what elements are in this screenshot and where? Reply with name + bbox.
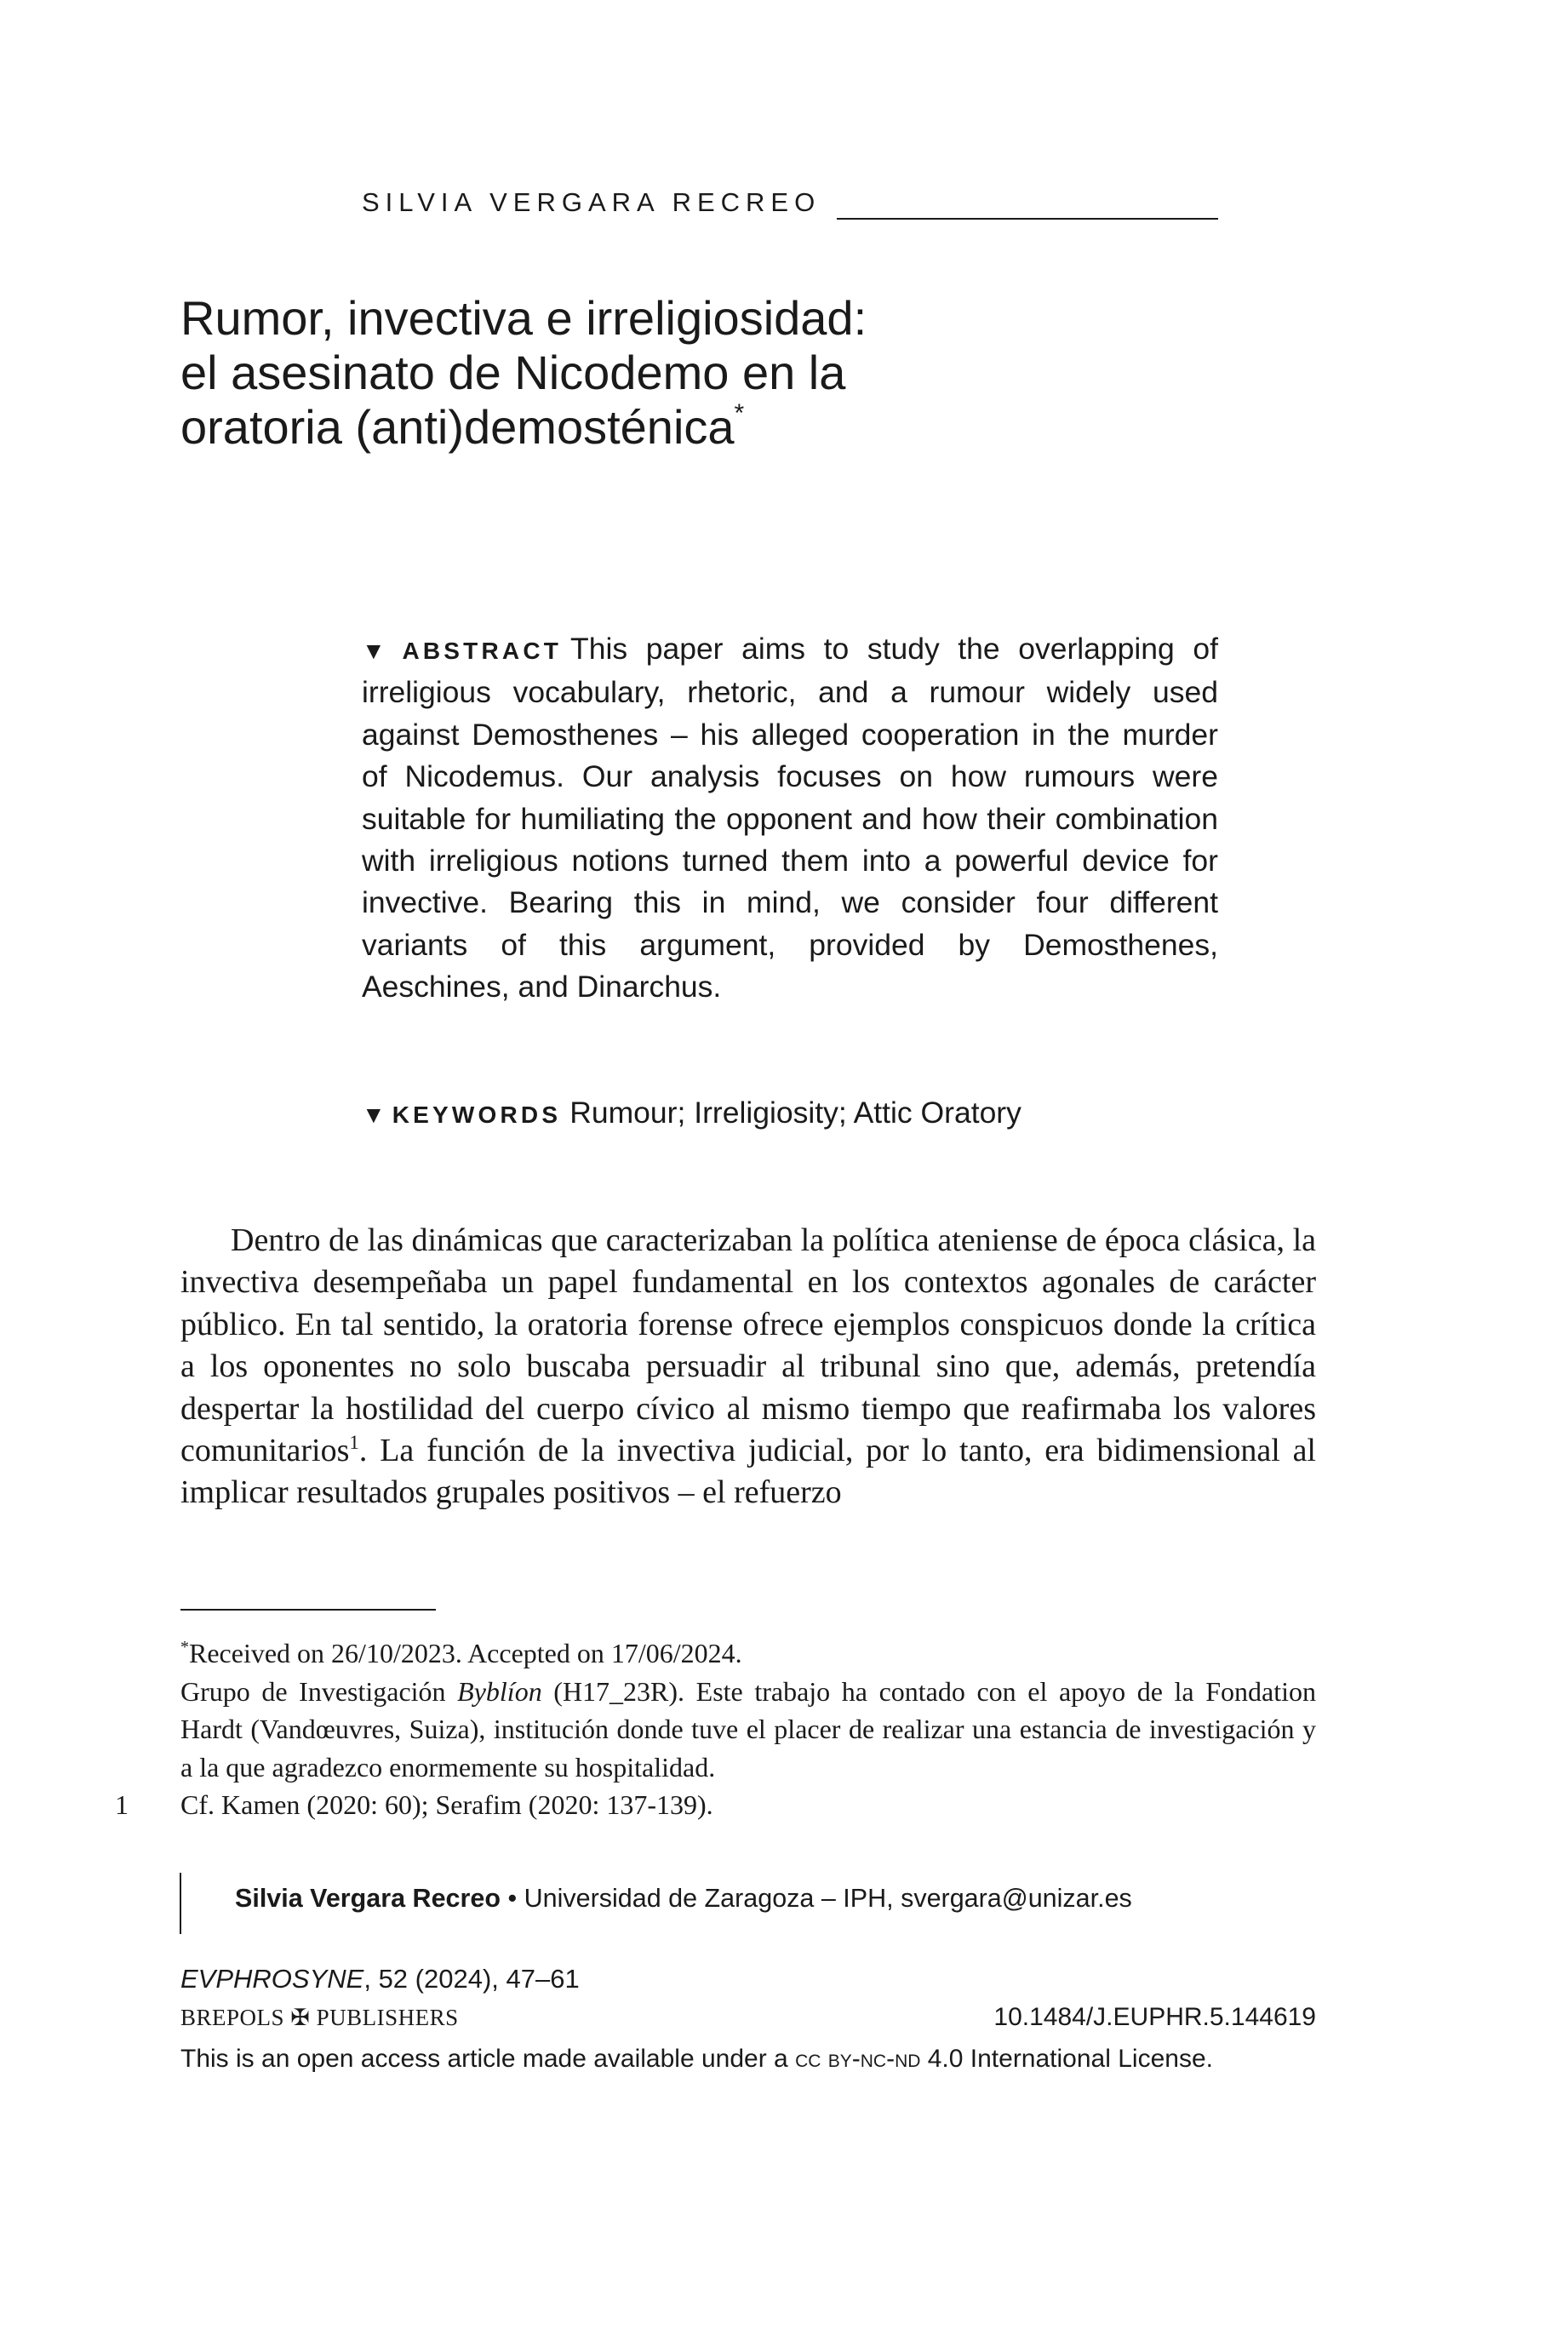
footnotes: [115, 1634, 1317, 1824]
title-line-3: [180, 400, 1287, 455]
license-code[interactable]: cc by-nc-nd: [795, 2045, 921, 2073]
affiliation-details[interactable]: Universidad de Zaragoza – IPH, svergara@unizar.es: [524, 1884, 1132, 1913]
abstract-triangle-icon: ▼: [362, 638, 396, 664]
author-affiliation: [235, 1884, 1132, 1914]
affiliation-author-name: Silvia Vergara Recreo: [235, 1884, 501, 1913]
keywords-label: KEYWORDS: [392, 1102, 562, 1128]
footnote-1: [115, 1786, 1316, 1824]
body-paragraph: [180, 1220, 1316, 1514]
body-paragraph-part-2: . La función de la invectiva judicial, por lo tanto, era bidimensional al implicar resultados grupales positivos – el refuerzo: [180, 1433, 1316, 1511]
footnote-1-number: 1: [115, 1789, 129, 1820]
footnote-group: [180, 1673, 1316, 1787]
affiliation-separator: •: [500, 1884, 524, 1913]
article-title: [180, 291, 1287, 455]
footnote-ref-1[interactable]: 1: [349, 1432, 359, 1454]
keywords-text: Rumour; Irreligiosity; Attic Oratory: [569, 1096, 1021, 1130]
title-line-3-text: oratoria (anti)demosténica: [180, 400, 735, 454]
journal-citation: [180, 1964, 580, 1994]
body-paragraph-part-1: Dentro de las dinámicas que caracterizaban la política ateniense de época clásica, la invectiva desempeñaba un papel fundamental en los contextos agonales de carácter público. En tal sentido, la oratoria forense ofrece ejemplos conspicuos donde la crítica a los oponentes no solo buscaba persuadir al tribunal sino que, además, pretendía despertar la hostilidad del cuerpo cívico al mismo tiempo que reafirmaba los valores comunitarios: [180, 1222, 1316, 1469]
header-rule: [837, 218, 1218, 220]
title-footnote-mark: *: [734, 399, 745, 427]
journal-name: EVPHROSYNE: [180, 1964, 364, 1994]
license-text-before: This is an open access article made available under a: [180, 2045, 796, 2073]
title-line-1: Rumor, invectiva e irreligiosidad:: [180, 291, 867, 345]
abstract: [362, 628, 1218, 1009]
footnote-star-mark: *: [180, 1638, 189, 1657]
journal-volume-pages: , 52 (2024), 47–61: [363, 1964, 580, 1994]
abstract-label: ABSTRACT: [402, 638, 563, 664]
keywords-triangle-icon: ▼: [362, 1102, 386, 1128]
title-line-2: el asesinato de Nicodemo en la: [180, 346, 846, 399]
doi[interactable]: 10.1484/J.EUPHR.5.144619: [993, 2003, 1316, 2031]
keywords: [362, 1096, 1021, 1130]
footnote-rule: [180, 1609, 436, 1611]
license-statement: [180, 2045, 1213, 2074]
footnote-received: [180, 1634, 1316, 1673]
abstract-text: This paper aims to study the overlapping of irreligious vocabulary, rhetoric, and a rumour widely used against Demosthenes – his alleged cooperation in the murder of Nicodemus. Our analysis focuses on how rumours were suitable for humiliating the opponent and how their combination with irreligious notions turned them into a powerful device for invective. Bearing this in mind, we consider four different variants of this argument, provided by Demosthenes, Aeschines, and Dinarchus.: [362, 632, 1218, 1004]
affiliation-bar: [180, 1873, 181, 1934]
running-author-header: SILVIA VERGARA RECREO: [362, 187, 821, 217]
body-text: [180, 1220, 1316, 1514]
publisher: BREPOLS ✠ PUBLISHERS: [180, 2005, 459, 2030]
group-text-after: (H17_23R). Este trabajo ha contado con el apoyo de la Fondation Hardt (Vandœuvres, Suiza), institución donde tuve el placer de realizar una estancia de investigación y a la que agradezco enormemente su hospitalidad.: [180, 1675, 1317, 1783]
received-text: Received on 26/10/2023. Accepted on 17/06/2024.: [189, 1638, 742, 1668]
group-text-before: Grupo de Investigación: [180, 1675, 458, 1707]
group-text-italic: Byblíon: [457, 1675, 542, 1707]
license-text-after: 4.0 International License.: [920, 2045, 1213, 2073]
footnote-1-text: Cf. Kamen (2020: 60); Serafim (2020: 137-139).: [180, 1789, 713, 1820]
